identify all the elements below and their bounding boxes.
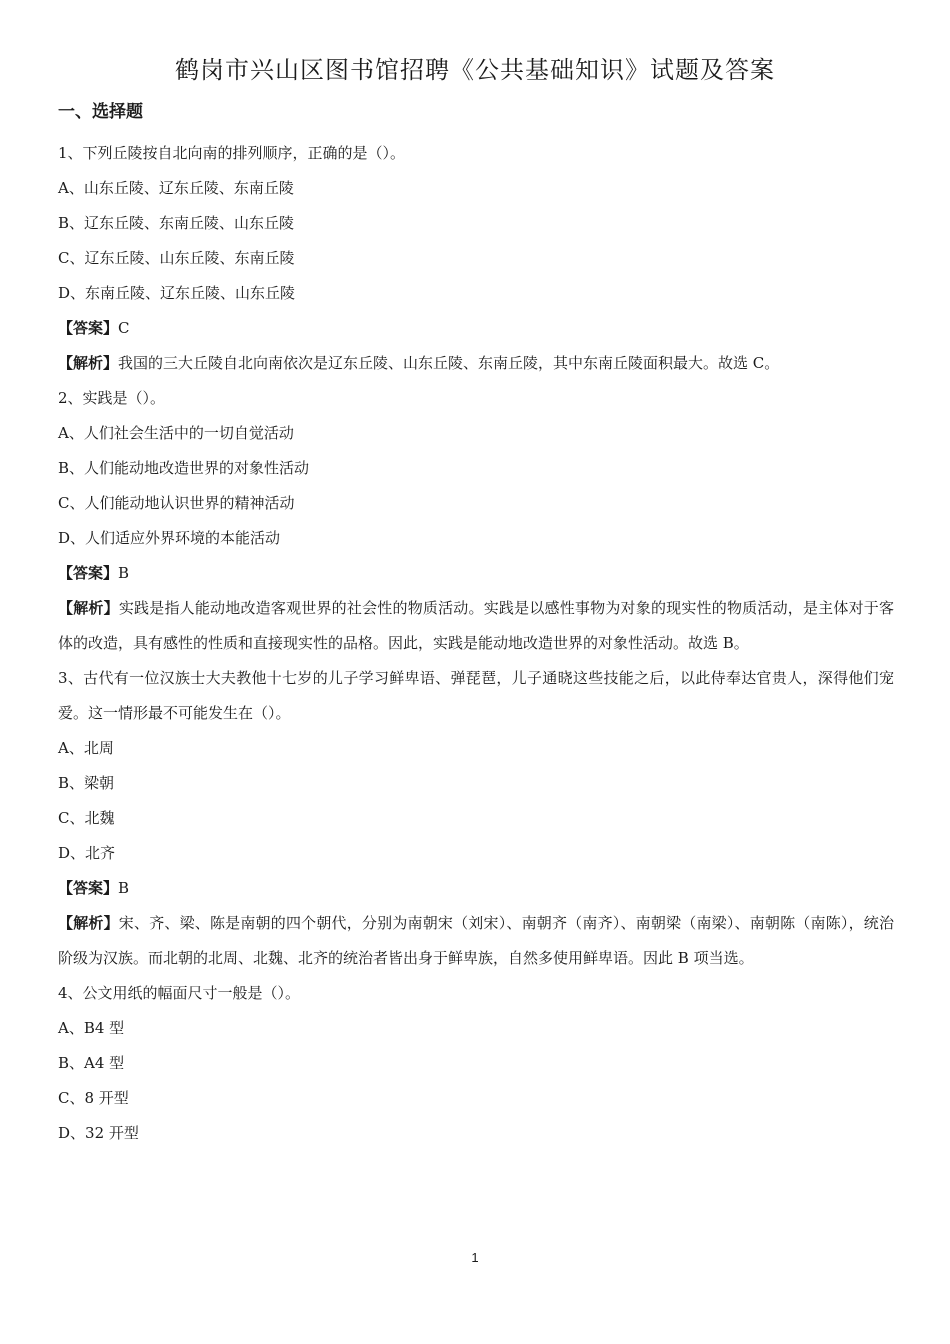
option-c: C、辽东丘陵、山东丘陵、东南丘陵 bbox=[58, 249, 295, 267]
option-b: B、辽东丘陵、东南丘陵、山东丘陵 bbox=[58, 214, 295, 232]
option-d: D、东南丘陵、辽东丘陵、山东丘陵 bbox=[58, 284, 296, 302]
answer-label: 【答案】 bbox=[58, 564, 119, 582]
answer-value: B bbox=[118, 879, 130, 897]
answer-label: 【答案】 bbox=[58, 879, 119, 897]
option-c: C、8 开型 bbox=[58, 1089, 129, 1107]
analysis-label: 【解析】 bbox=[58, 599, 119, 617]
question-block bbox=[58, 976, 894, 1151]
answer-value: C bbox=[118, 319, 130, 337]
question-list bbox=[58, 136, 894, 1151]
question-block bbox=[58, 381, 894, 661]
answer-value: B bbox=[118, 564, 130, 582]
question-block bbox=[58, 136, 894, 381]
analysis-text: 宋、齐、梁、陈是南朝的四个朝代，分别为南朝宋（刘宋）、南朝齐（南齐）、南朝梁（南梁）、南朝陈（南陈），统治阶级为汉族。而北朝的北周、北魏、北齐的统治者皆出身于鲜卑族，自然多使用鲜卑语。因此 B 项当选。 bbox=[58, 914, 894, 967]
option-a: A、北周 bbox=[58, 739, 114, 757]
option-b: B、人们能动地改造世界的对象性活动 bbox=[58, 459, 310, 477]
question-block bbox=[58, 661, 894, 976]
analysis-text: 我国的三大丘陵自北向南依次是辽东丘陵、山东丘陵、东南丘陵，其中东南丘陵面积最大。故选 C。 bbox=[118, 354, 780, 372]
page-number: 1 bbox=[471, 1250, 479, 1265]
option-b: B、A4 型 bbox=[58, 1054, 125, 1072]
option-d: D、人们适应外界环境的本能活动 bbox=[58, 529, 281, 547]
question-stem: 3、古代有一位汉族士大夫教他十七岁的儿子学习鲜卑语、弹琵琶，儿子通晓这些技能之后，以此侍奉达官贵人，深得他们宠爱。这一情形最不可能发生在（）。 bbox=[58, 669, 894, 722]
analysis-label: 【解析】 bbox=[58, 914, 119, 932]
question-stem: 1、下列丘陵按自北向南的排列顺序，正确的是（）。 bbox=[58, 144, 406, 162]
option-a: A、山东丘陵、辽东丘陵、东南丘陵 bbox=[58, 179, 294, 197]
analysis-line bbox=[58, 906, 894, 976]
question-stem: 2、实践是（）。 bbox=[58, 389, 166, 407]
option-d: D、32 开型 bbox=[58, 1124, 139, 1142]
analysis-line bbox=[58, 591, 894, 661]
analysis-line bbox=[58, 346, 894, 381]
option-a: A、B4 型 bbox=[58, 1019, 125, 1037]
option-c: C、人们能动地认识世界的精神活动 bbox=[58, 494, 295, 512]
option-b: B、梁朝 bbox=[58, 774, 115, 792]
section-heading: 一、选择题 bbox=[58, 102, 143, 122]
document-title: 鹤岗市兴山区图书馆招聘《公共基础知识》试题及答案 bbox=[175, 56, 775, 84]
answer-line bbox=[58, 556, 894, 591]
analysis-text: 实践是指人能动地改造客观世界的社会性的物质活动。实践是以感性事物为对象的现实性的物质活动，是主体对于客体的改造，具有感性的性质和直接现实性的品格。因此，实践是能动地改造世界的对象性活动。故选 B。 bbox=[58, 599, 894, 652]
option-c: C、北魏 bbox=[58, 809, 115, 827]
question-stem: 4、公文用纸的幅面尺寸一般是（）。 bbox=[58, 984, 301, 1002]
answer-line bbox=[58, 871, 894, 906]
option-a: A、人们社会生活中的一切自觉活动 bbox=[58, 424, 294, 442]
answer-line bbox=[58, 311, 894, 346]
answer-label: 【答案】 bbox=[58, 319, 119, 337]
option-d: D、北齐 bbox=[58, 844, 116, 862]
analysis-label: 【解析】 bbox=[58, 354, 119, 372]
